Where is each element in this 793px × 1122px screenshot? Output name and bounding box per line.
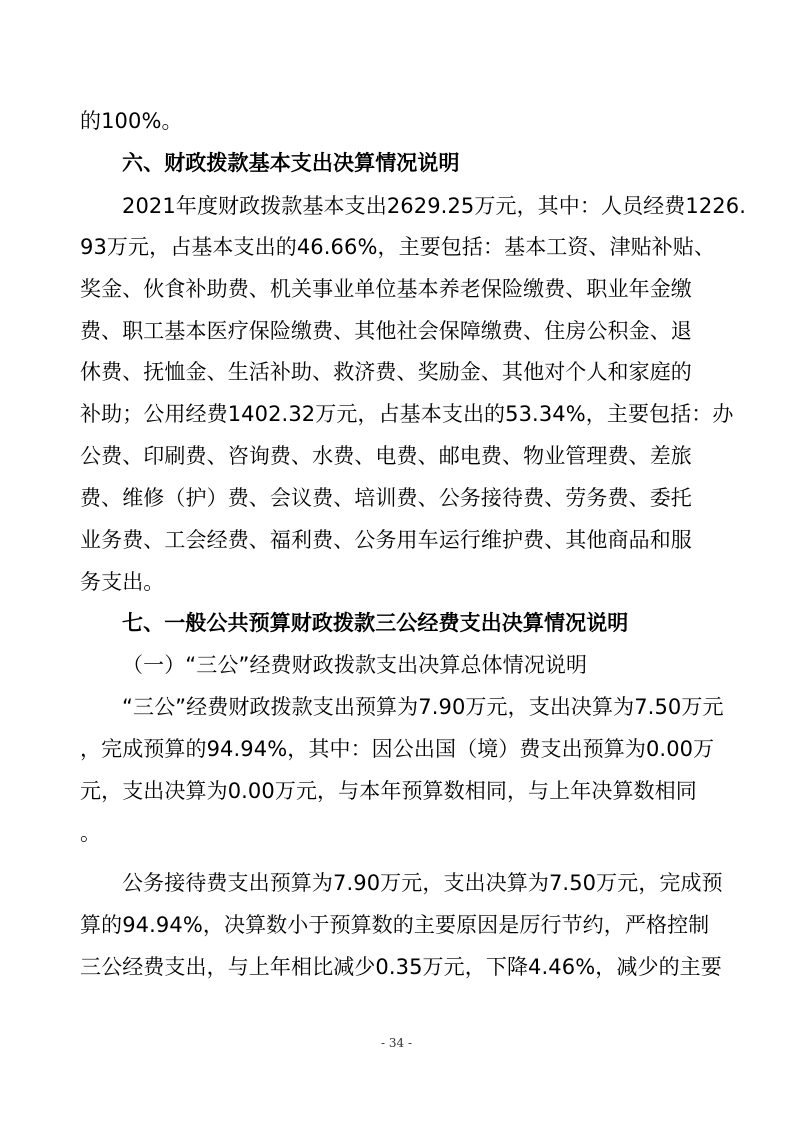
text-line-16: ，完成预算的94.94%，其中：因公出国（境）费支出预算为0.00万 bbox=[80, 737, 715, 761]
section-heading-7: 七、一般公共预算财政拨款三公经费支出决算情况说明 bbox=[122, 611, 629, 635]
text-line-11: 业务费、工会经费、福利费、公务用车运行维护费、其他商品和服 bbox=[80, 528, 692, 552]
text-line-19: 公务接待费支出预算为7.90万元，支出决算为7.50万元，完成预 bbox=[122, 871, 723, 895]
text-line-17: 元，支出决算为0.00万元，与本年预算数相同，与上年决算数相同 bbox=[80, 779, 697, 803]
text-line-20: 算的94.94%，决算数小于预算数的主要原因是厉行节约，严格控制 bbox=[80, 913, 710, 937]
text-line-5: 奖金、伙食补助费、机关事业单位基本养老保险缴费、职业年金缴 bbox=[80, 277, 692, 301]
text-line-10: 费、维修（护）费、会议费、培训费、公务接待费、劳务费、委托 bbox=[80, 486, 692, 510]
page-number: - 34 - bbox=[380, 1036, 412, 1050]
text-line-21: 三公经费支出，与上年相比减少0.35万元，下降4.46%，减少的主要 bbox=[80, 955, 722, 979]
text-line-1: 的100%。 bbox=[80, 109, 183, 133]
text-line-9: 公费、印刷费、咨询费、水费、电费、邮电费、物业管理费、差旅 bbox=[80, 444, 692, 468]
subsection-heading-1: （一）“三公”经费财政拨款支出决算总体情况说明 bbox=[122, 653, 588, 677]
text-line-15: “三公”经费财政拨款支出预算为7.90万元，支出决算为7.50万元 bbox=[122, 695, 724, 719]
text-line-6: 费、职工基本医疗保险缴费、其他社会保障缴费、住房公积金、退 bbox=[80, 319, 692, 343]
text-line-18: 。 bbox=[80, 821, 102, 845]
text-line-4: 93万元，占基本支出的46.66%，主要包括：基本工资、津贴补贴、 bbox=[80, 235, 716, 259]
text-line-3: 2021年度财政拨款基本支出2629.25万元，其中：人员经费1226. bbox=[122, 194, 747, 218]
text-line-12: 务支出。 bbox=[80, 570, 165, 594]
text-line-8: 补助；公用经费1402.32万元，占基本支出的53.34%，主要包括：办 bbox=[80, 402, 734, 426]
text-line-7: 休费、抚恤金、生活补助、救济费、奖励金、其他对个人和家庭的 bbox=[80, 360, 692, 384]
section-heading-6: 六、财政拨款基本支出决算情况说明 bbox=[122, 151, 460, 175]
